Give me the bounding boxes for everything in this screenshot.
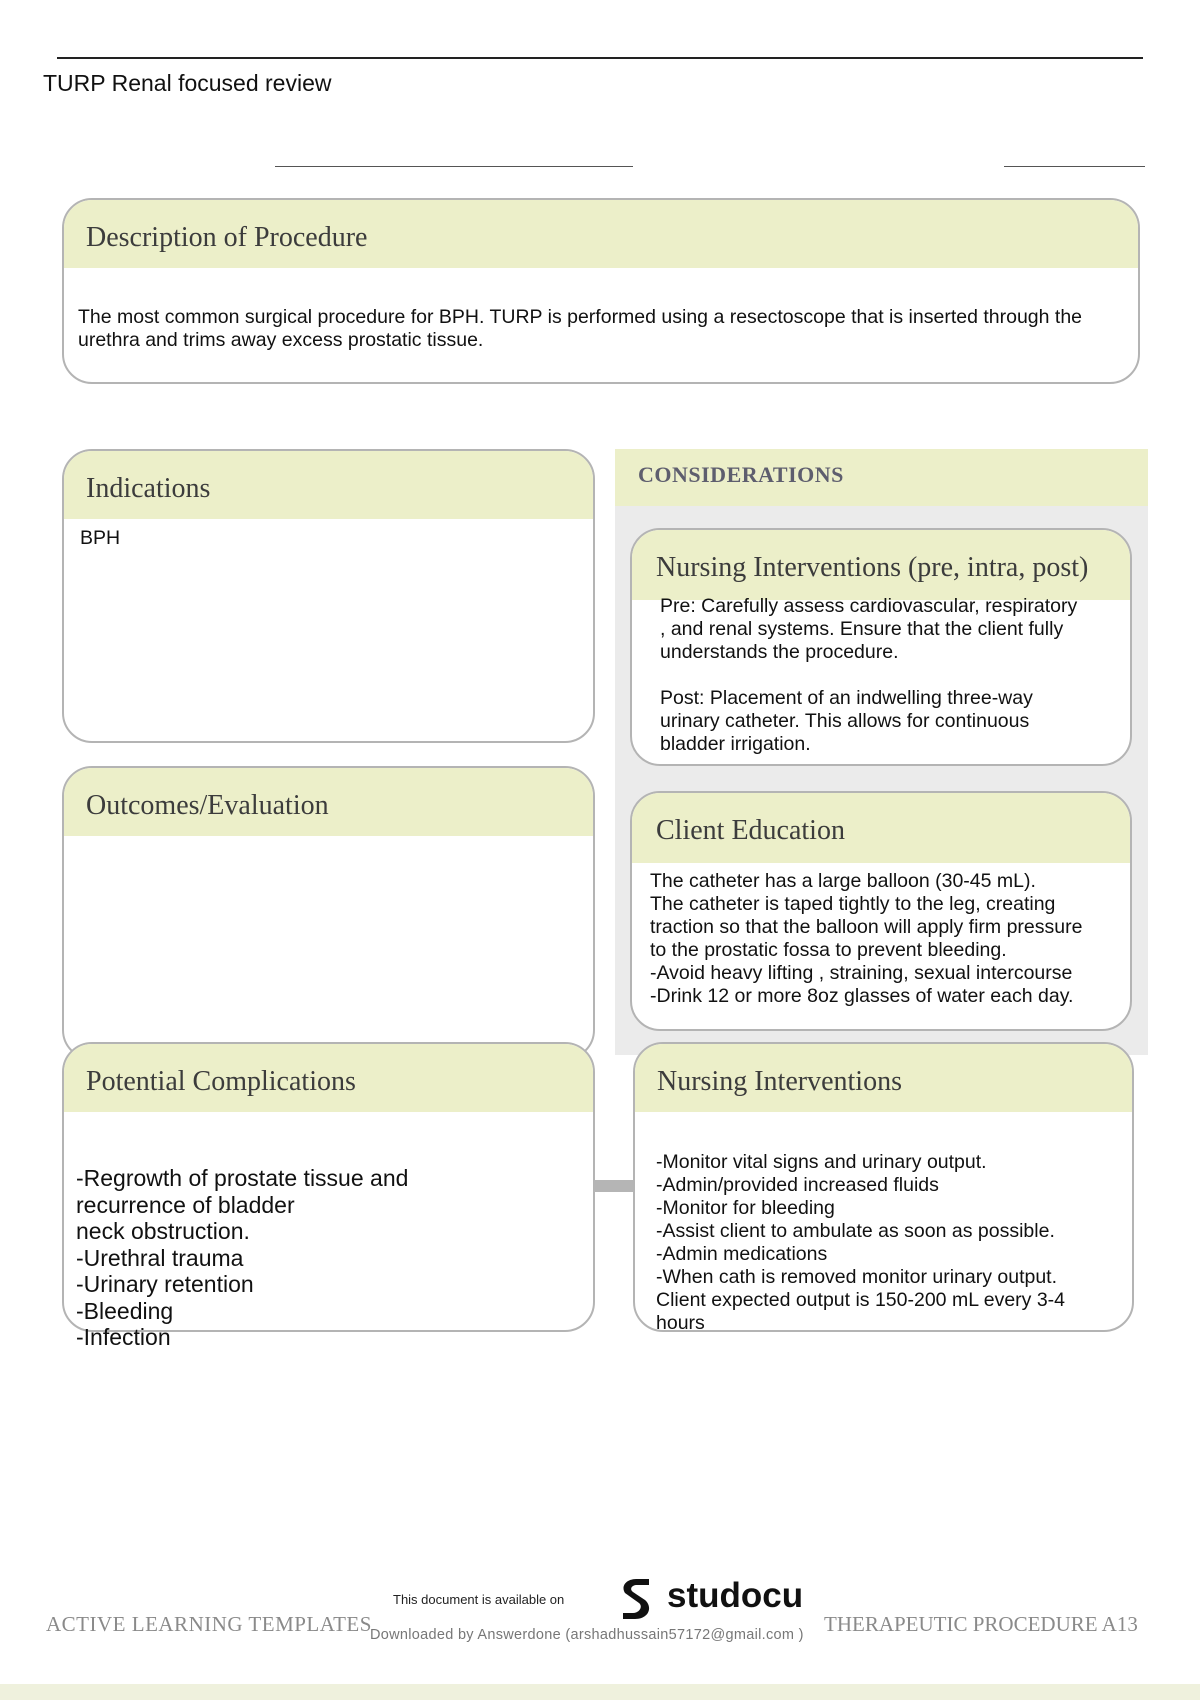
name-underline [275,166,633,167]
downloaded-by-text: Downloaded by Answerdone (arshadhussain57172@gmail.com ) [370,1627,804,1643]
nursing-interventions-phases-heading: Nursing Interventions (pre, intra, post) [632,530,1130,600]
date-underline [1004,166,1145,167]
description-box [62,198,1140,384]
outcomes-heading: Outcomes/Evaluation [64,768,593,836]
nursing-interventions-box [633,1042,1134,1332]
nursing-interventions-heading: Nursing Interventions [635,1044,1132,1112]
nursing-interventions-phases-box [630,528,1132,766]
indications-text: BPH [80,527,121,549]
considerations-heading: CONSIDERATIONS [615,449,1148,506]
footer-right-label: THERAPEUTIC PROCEDURE A13 [824,1612,1138,1636]
client-education-box [630,791,1132,1031]
complications-text: -Regrowth of prostate tissue and recurrence of bladder neck obstruction. -Urethral trauma -Urinary retention -Bleeding -Infection [76,1165,409,1350]
description-heading: Description of Procedure [64,200,1138,268]
page-title: TURP Renal focused review [43,70,332,96]
outcomes-box [62,766,595,1060]
indications-box [62,449,595,743]
nursing-interventions-text: -Monitor vital signs and urinary output. -Admin/provided increased fluids -Monitor for bleeding -Assist client to ambulate as soon as possible. -Admin medications -When cath is removed monitor urinary output. Client expected output is 150-200 mL every 3-4 hours [656,1151,1066,1334]
complications-heading: Potential Complications [64,1044,593,1112]
studocu-logo [615,1573,810,1625]
complications-box [62,1042,595,1350]
client-education-heading: Client Education [632,793,1130,863]
available-on-text: This document is available on [393,1592,565,1607]
nursing-interventions-phases-text: Pre: Carefully assess cardiovascular, respiratory , and renal systems. Ensure that the client fully understands the procedure. Post: Placement of an indwelling three-way urinary catheter. This allows for continuous bladder irrigation. [660,595,1078,755]
footer-left-label: ACTIVE LEARNING TEMPLATES [46,1612,372,1636]
top-rule [57,57,1143,59]
client-education-text: The catheter has a large balloon (30-45 mL). The catheter is taped tightly to the leg, creating traction so that the balloon will apply firm pressure to the prostatic fossa to prevent bleeding. -Avoid heavy lifting , straining, sexual intercourse -Drink 12 or more 8oz glasses of water each day. [650,870,1083,1007]
studocu-wordmark: studocu [667,1576,804,1615]
indications-heading: Indications [64,451,593,519]
bottom-strip [0,1684,1200,1700]
connector-bar [594,1180,634,1192]
description-text: The most common surgical procedure for BPH. TURP is performed using a resectoscope that is inserted through the urethra and trims away excess prostatic tissue. [78,306,1083,351]
